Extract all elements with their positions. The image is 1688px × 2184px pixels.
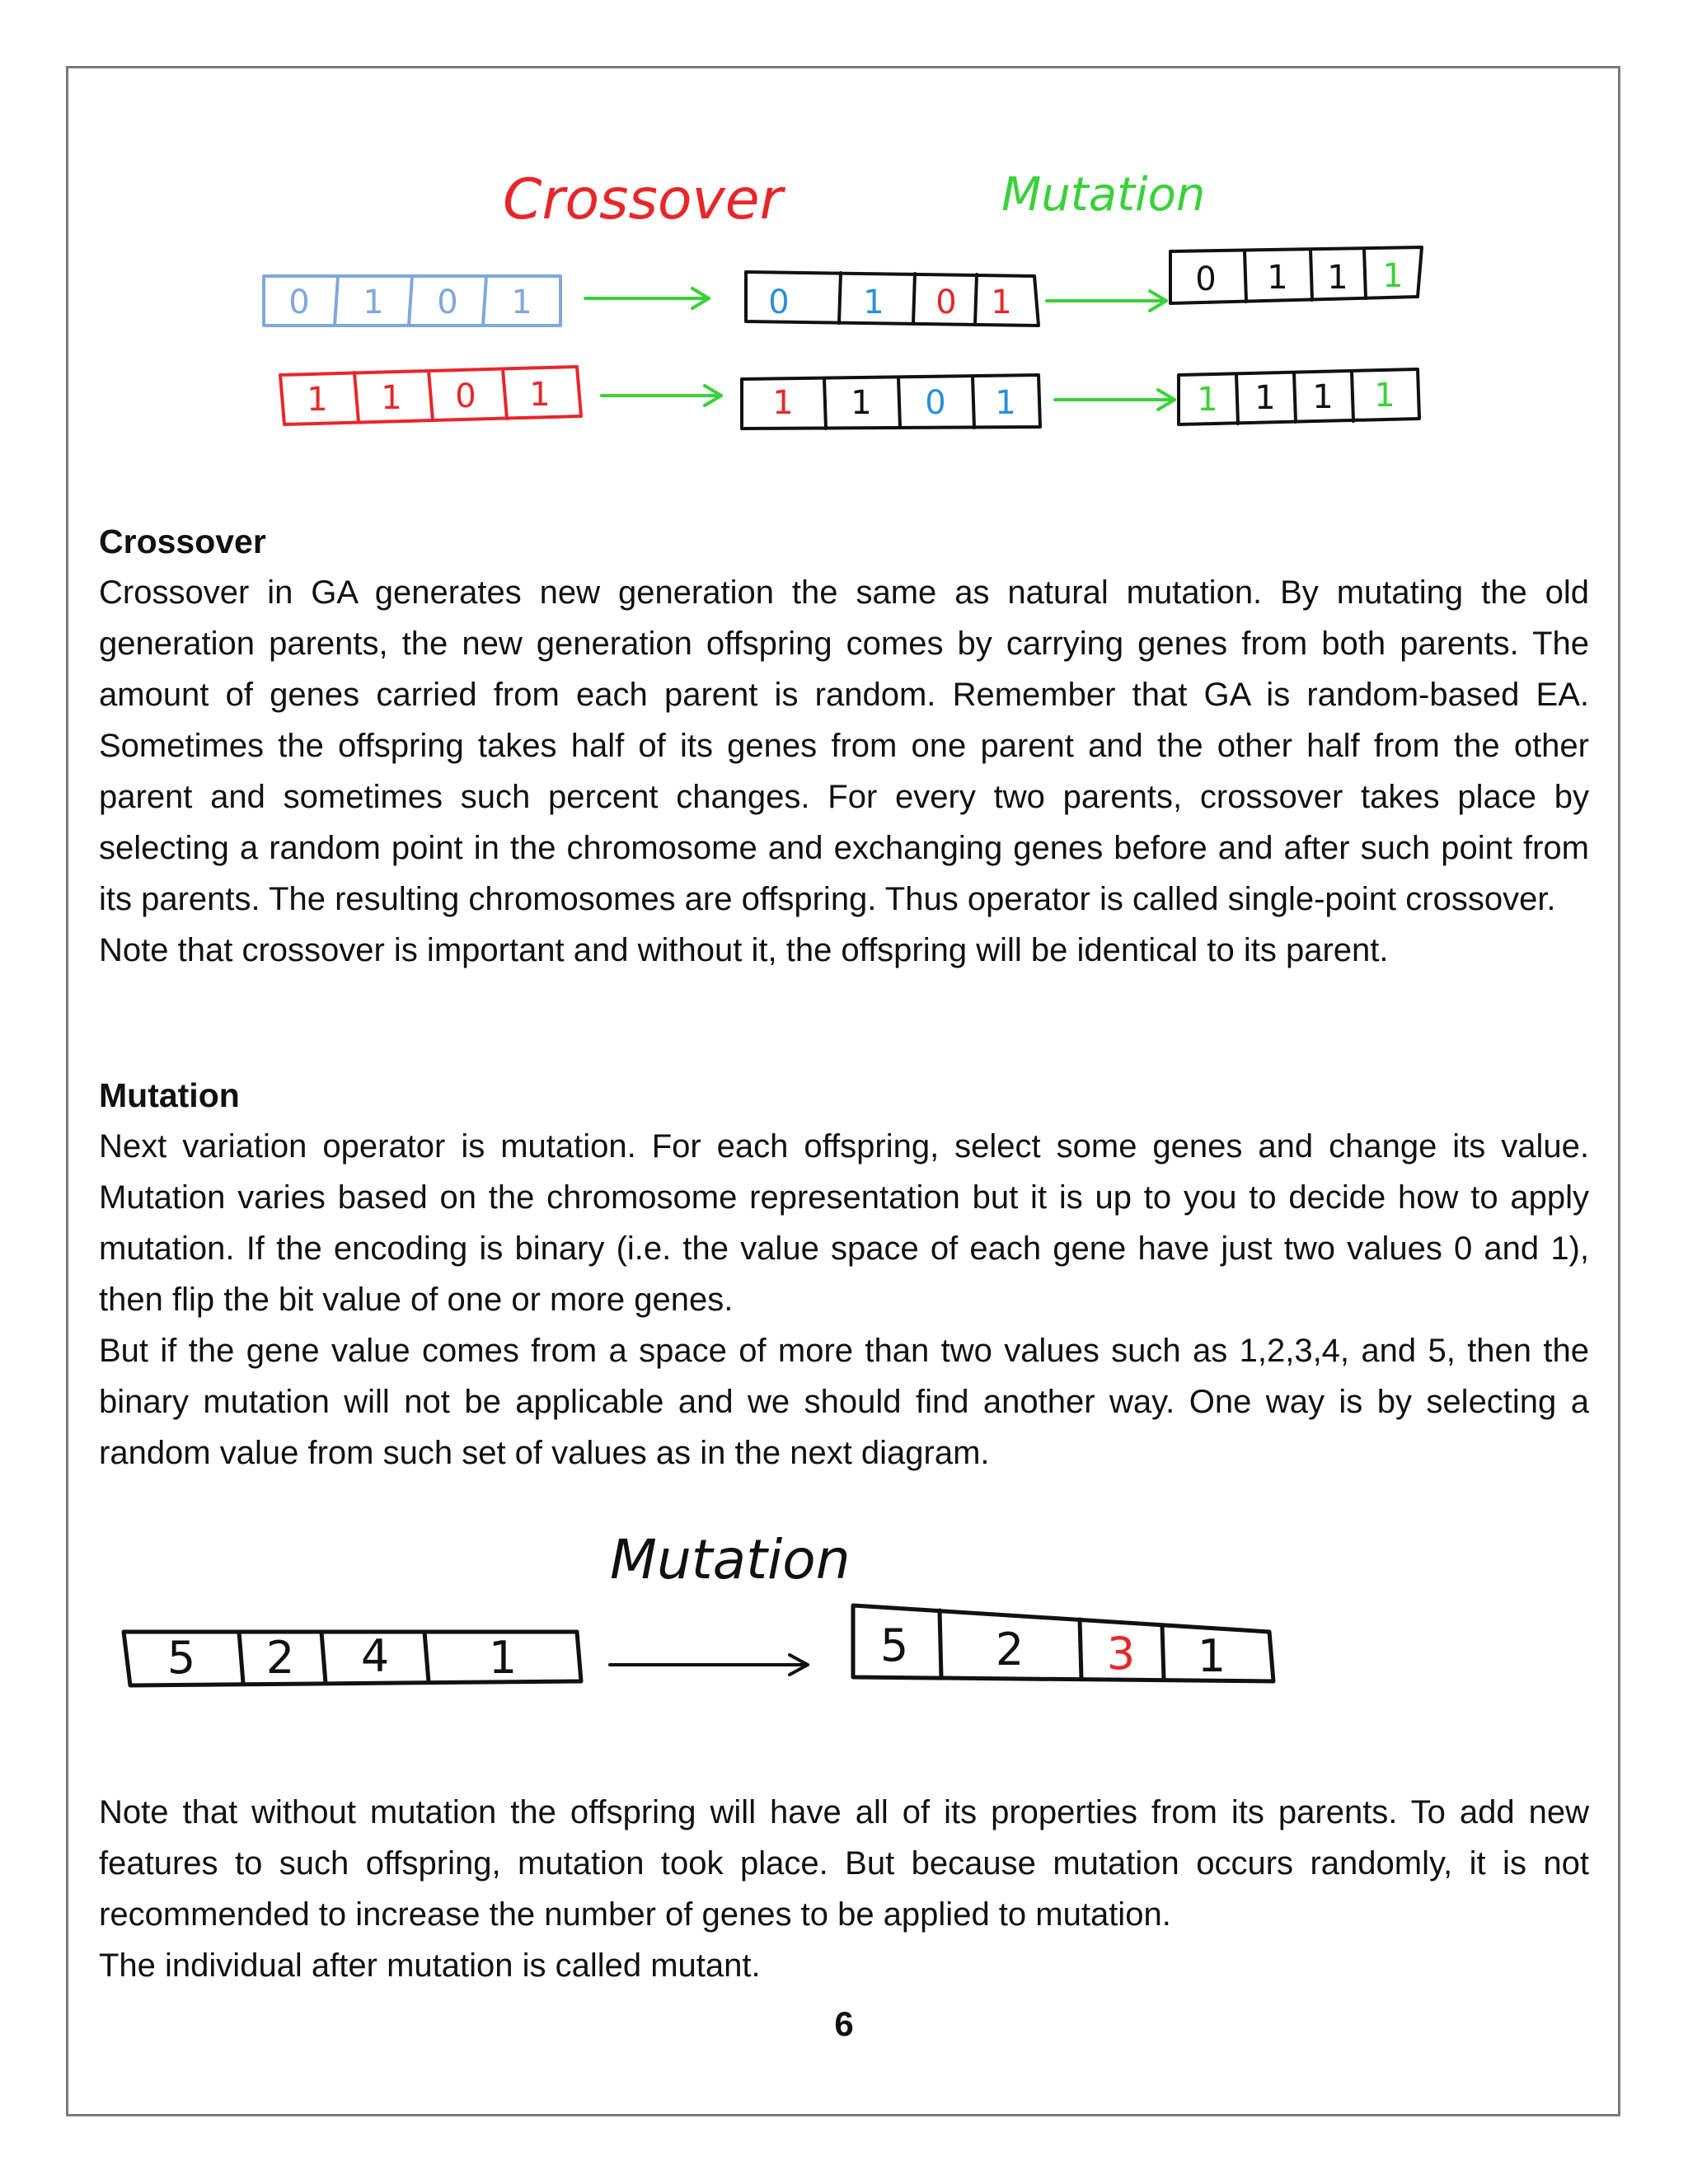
mutant1-gene: 1: [1267, 259, 1288, 297]
parent2-gene: 0: [455, 377, 476, 415]
parent1-gene: 1: [511, 284, 532, 321]
offspring2-gene: 1: [851, 384, 872, 422]
before-gene: 5: [166, 1632, 196, 1684]
before-gene: 4: [360, 1630, 390, 1682]
arrow-icon: [1047, 291, 1175, 410]
parent1-gene: 0: [288, 284, 310, 321]
parent2-gene: 1: [307, 381, 328, 419]
mutation-diagram-label: Mutation: [610, 1528, 851, 1591]
mutant2-gene: 1: [1374, 377, 1395, 415]
after-gene: 2: [995, 1624, 1025, 1675]
mutation-section: [99, 1070, 1589, 1479]
arrow-icon: [610, 1655, 808, 1675]
mutant2-gene: 1: [1312, 378, 1334, 416]
offspring2-gene: 1: [772, 384, 794, 422]
mutation-label: Mutation: [1001, 168, 1206, 222]
crossover-mutation-diagram: [247, 157, 1442, 470]
mutation-paragraph: Next variation operator is mutation. For each offspring, select some genes and change its value. Mutation varies based on the chromosome representation but it is up to you to decide how to apply mutation. If the encoding is binary (i.e. the value space of each gene have just two values 0 and 1), then flip the bit value of one or more genes.: [99, 1128, 1589, 1318]
offspring2-gene: 0: [925, 384, 946, 422]
mutation-heading: Mutation: [99, 1076, 240, 1114]
parent1-gene: 1: [363, 284, 384, 321]
offspring1-gene: 1: [991, 284, 1012, 321]
closing-section: [99, 1787, 1589, 1991]
mutant2-gene: 1: [1197, 381, 1218, 419]
closing-note: The individual after mutation is called mutant.: [99, 1947, 761, 1984]
parent2-gene: 1: [529, 376, 551, 414]
after-gene-mutated: 3: [1106, 1628, 1136, 1680]
mutation-paragraph-2: But if the gene value comes from a space of more than two values such as 1,2,3,4, and 5, then the binary mutation will not be applicable and we should find another way. One way is by selecting a random value from such set of values as in the next diagram.: [99, 1333, 1589, 1471]
crossover-heading: Crossover: [99, 523, 266, 560]
parent1-gene: 0: [437, 284, 458, 321]
offspring1-gene: 0: [935, 284, 957, 321]
mutant1-gene: 1: [1382, 257, 1404, 295]
offspring1-gene: 1: [863, 284, 884, 321]
parent2-gene: 1: [381, 379, 402, 417]
closing-paragraph: Note that without mutation the offspring will have all of its properties from its parents. To add new features to such offspring, mutation took place. But because mutation occurs randomly, it is not recommended to increase the number of genes to be applied to mutation.: [99, 1794, 1589, 1933]
after-gene: 1: [1197, 1630, 1226, 1682]
crossover-section: [99, 516, 1589, 976]
mutant1-gene: 0: [1195, 260, 1217, 298]
crossover-note: Note that crossover is important and without it, the offspring will be identical to its parent.: [99, 932, 1389, 968]
before-gene: 1: [488, 1632, 518, 1684]
arrow-icon: [585, 288, 721, 405]
crossover-label: Crossover: [503, 167, 783, 232]
offspring2-gene: 1: [995, 384, 1016, 422]
value-mutation-diagram: [115, 1508, 1302, 1731]
mutant2-gene: 1: [1254, 379, 1276, 417]
crossover-paragraph: Crossover in GA generates new generation the same as natural mutation. By mutating the old generation parents, the new generation offspring comes by carrying genes from both parents. The amount of genes carried from each parent is random. Remember that GA is random-based EA. Sometimes the offspring takes half of its genes from one parent and the other half from the other parent and sometimes such percent changes. For every two parents, crossover takes place by selecting a random point in the chromosome and exchanging genes before and after such point from its parents. The resulting chromosomes are offspring. Thus operator is called single-point crossover.: [99, 574, 1589, 917]
after-gene: 5: [879, 1619, 909, 1671]
mutant1-gene: 1: [1327, 259, 1348, 297]
offspring1-gene: 0: [768, 284, 790, 321]
page-number: 6: [834, 2004, 854, 2043]
before-gene: 2: [265, 1632, 295, 1684]
